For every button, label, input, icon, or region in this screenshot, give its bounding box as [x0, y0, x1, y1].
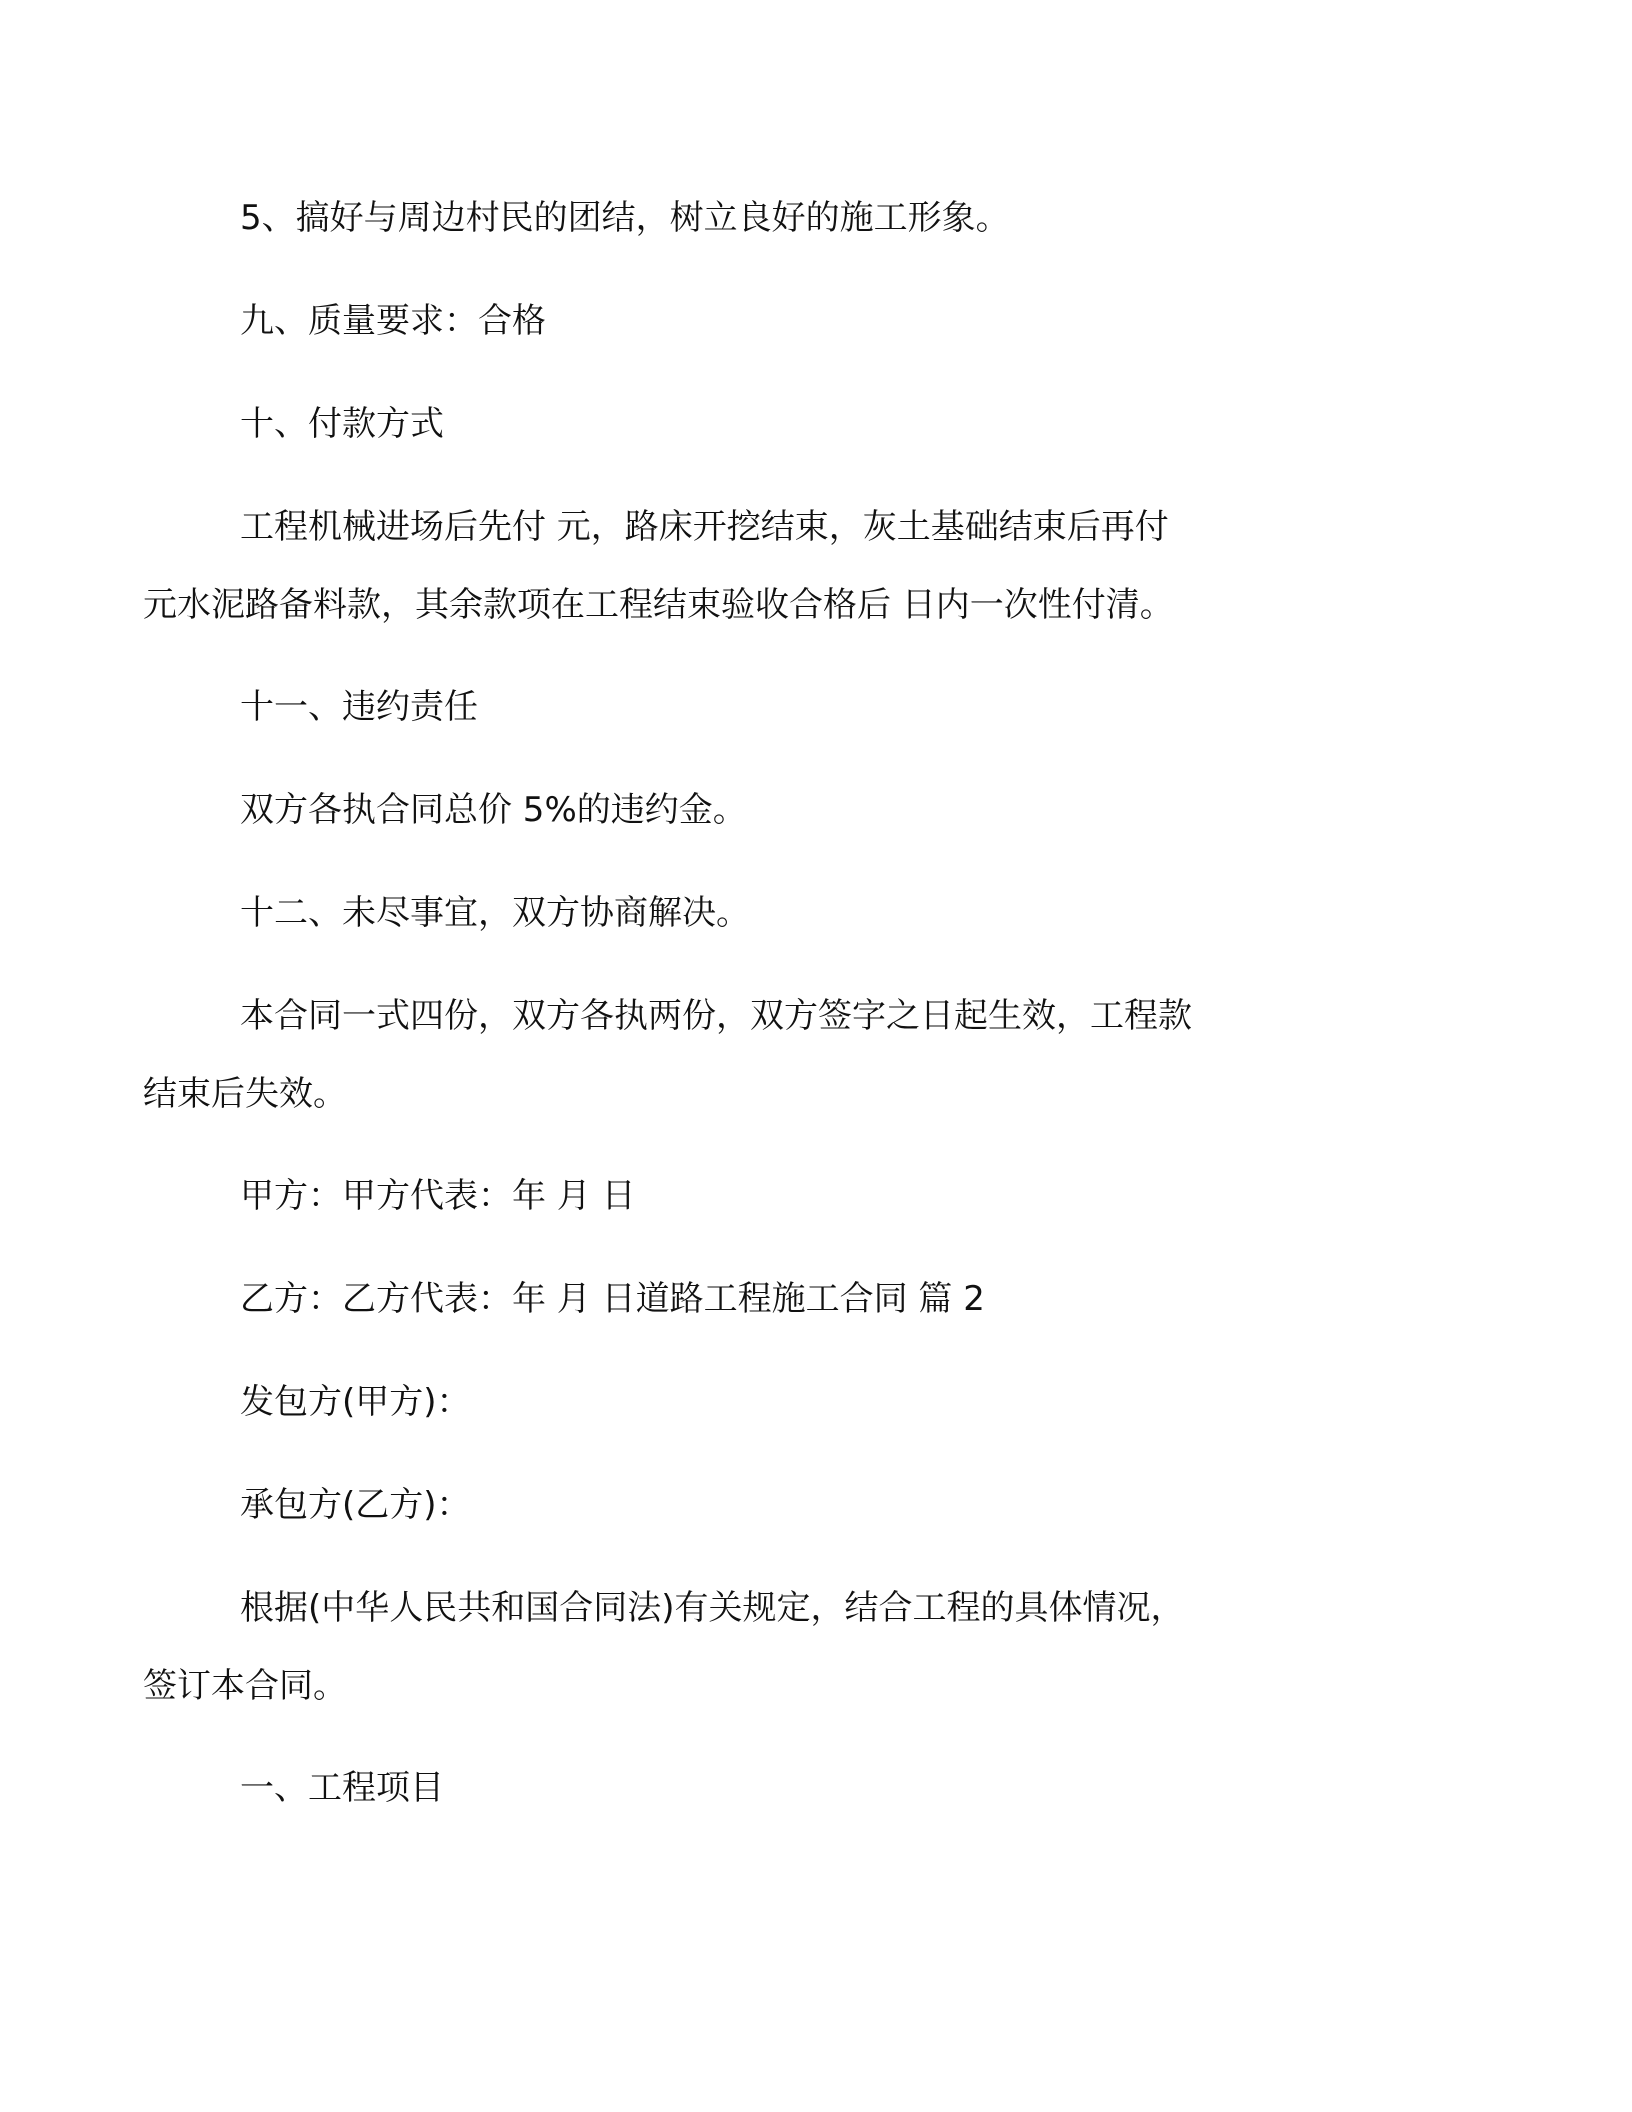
paragraph-line: 工程机械进场后先付 元，路床开挖结束，灰土基础结束后再付: [240, 507, 1169, 547]
paragraph-line: 结束后失效。: [143, 1074, 347, 1114]
heading-payment-method: [240, 385, 1390, 463]
paragraph-line: 乙方：乙方代表：年 月 日道路工程施工合同 篇 2: [240, 1279, 985, 1319]
paragraph-legal-basis: [143, 1569, 1390, 1725]
heading-project-items: [240, 1749, 1390, 1827]
label-employer: [240, 1363, 1390, 1441]
heading-unresolved-matters: [240, 874, 1390, 952]
paragraph-line: 十一、违约责任: [240, 687, 478, 727]
paragraph-line: 九、质量要求：合格: [240, 301, 546, 341]
paragraph-line: 承包方(乙方)：: [240, 1485, 471, 1525]
signature-party-a: [240, 1157, 1390, 1235]
paragraph-item-5-unity: [240, 179, 1390, 257]
heading-breach-liability: [240, 668, 1390, 746]
paragraph-line: 十二、未尽事宜，双方协商解决。: [240, 893, 750, 933]
label-contractor: [240, 1466, 1390, 1544]
paragraph-line: 根据(中华人民共和国合同法)有关规定，结合工程的具体情况，: [240, 1588, 1185, 1628]
paragraph-payment-terms: [143, 488, 1390, 644]
paragraph-line: 双方各执合同总价 5%的违约金。: [240, 790, 747, 830]
paragraph-line: 一、工程项目: [240, 1768, 444, 1808]
paragraph-line: 5、搞好与周边村民的团结，树立良好的施工形象。: [240, 198, 1010, 238]
paragraph-line: 甲方：甲方代表：年 月 日: [240, 1176, 636, 1216]
paragraph-line: 元水泥路备料款，其余款项在工程结束验收合格后 日内一次性付清。: [143, 585, 1174, 625]
paragraph-contract-copies: [143, 977, 1390, 1133]
paragraph-line: 签订本合同。: [143, 1666, 347, 1706]
heading-quality-requirement: [240, 282, 1390, 360]
paragraph-line: 发包方(甲方)：: [240, 1382, 471, 1422]
paragraph-penalty: [240, 771, 1390, 849]
paragraph-line: 十、付款方式: [240, 404, 444, 444]
signature-party-b: [240, 1260, 1390, 1338]
paragraph-line: 本合同一式四份，双方各执两份，双方签字之日起生效，工程款: [240, 996, 1192, 1036]
